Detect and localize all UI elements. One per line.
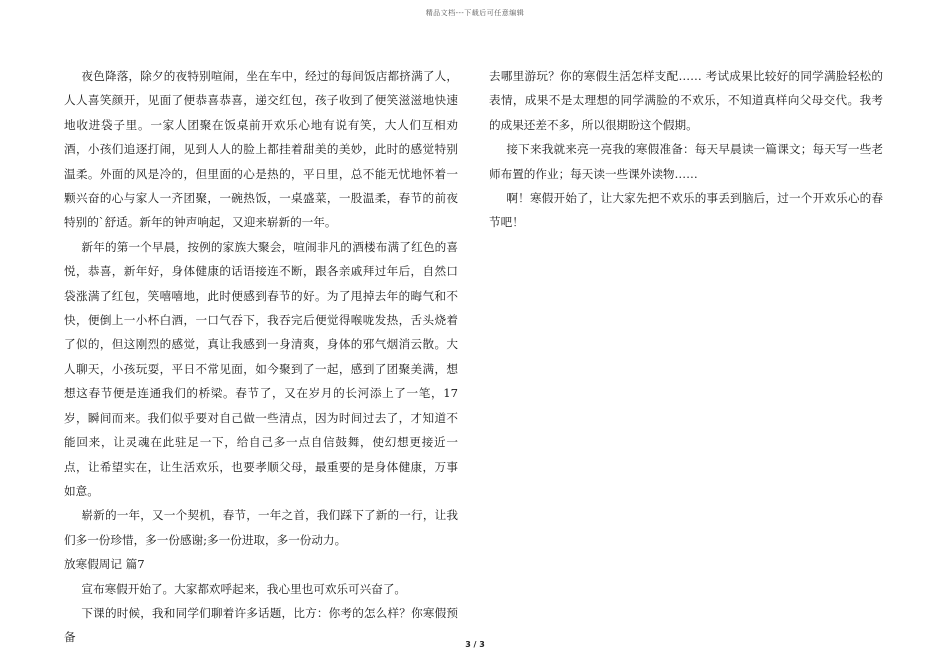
right-column (489, 64, 883, 235)
paragraph-after-class: 下课的时候，我和同学们聊着许多话题，比方：你考的怎么样？你寒假预备 (64, 605, 458, 645)
page-number: 3 / 3 (465, 640, 485, 649)
paragraph-new-year-eve: 夜色降落，除夕的夜特别喧闹，坐在车中，经过的每间饭店都挤满了人，人人喜笑颜开，见面了便恭喜恭喜，递交红包，孩子收到了便笑滋滋地快速地收进袋子里。一家人团聚在饭桌前开欢乐心地有说有笑，大人们互相劝酒，小孩们追逐打闹，见到人人的脸上都挂着甜美的美妙，此时的感觉特别温柔。外面的风是冷的，但里面的心是热的，平日里，总不能无忧地怀着一颗兴奋的心与家人一齐团聚，一碗热饭，一桌盛菜，一股温柔，春节的前夜特别的`舒适。新年的钟声响起，又迎来崭新的一年。 (64, 69, 458, 230)
paragraph-holiday-plan: 接下来我就来亮一亮我的寒假准备：每天早晨读一篇课文；每天写一些老师布置的作业；每天读一些课外读物…… (489, 142, 883, 181)
left-column (64, 64, 458, 650)
paragraph-new-year-wish: 崭新的一年，又一个契机，春节，一年之首，我们踩下了新的一行，让我们多一份珍惜，多一份感谢;多一份进取，多一份动力。 (64, 508, 458, 547)
paragraph-holiday-start: 宣布寒假开始了。大家都欢呼起来，我心里也可欢乐可兴奋了。 (81, 581, 407, 596)
paragraph-closing: 啊！寒假开始了，让大家先把不欢乐的事丢到脑后，过一个开欢乐心的春节吧！ (489, 191, 883, 230)
paragraph-new-year-morning: 新年的第一个早晨，按例的家族大聚会，喧闹非凡的酒楼布满了红色的喜悦，恭喜，新年好，身体健康的话语接连不断，跟各亲戚拜过年后，自然口袋涨满了红包，笑嘻嘻地，此时便感到春节的好。为了甩掉去年的晦气和不快，便倒上一小杯白酒，一口气吞下，我吞完后便觉得喉咙发热，舌头烧着了似的，但这刚烈的感觉，真让我感到一身清爽，身体的邪气烟消云散。大人聊天，小孩玩耍，平日不常见面，如今聚到了一起，感到了团聚美满，想想这春节便是连通我们的桥梁。春节了，又在岁月的长河添上了一笔，17岁，瞬间而来。我们似乎要对自己做一些清点，因为时间过去了，才知道不能回来，让灵魂在此驻足一下，给自己多一点自信鼓舞，使幻想更接近一点，让希望实在，让生活欢乐，也要孝顺父母，最重要的是身体健康，万事如意。 (64, 239, 458, 498)
page-header: 精品文档---下载后可任意编辑 (425, 9, 525, 17)
section-heading: 放寒假周记 篇7 (64, 557, 145, 572)
paragraph-continuation: 去哪里游玩？你的寒假生活怎样支配…… 考试成果比较好的同学满脸轻松的表情，成果不是太理想的同学满脸的不欢乐，不知道真样向父母交代。我考的成果还差不多，所以很期盼这个假期。 (489, 69, 883, 132)
